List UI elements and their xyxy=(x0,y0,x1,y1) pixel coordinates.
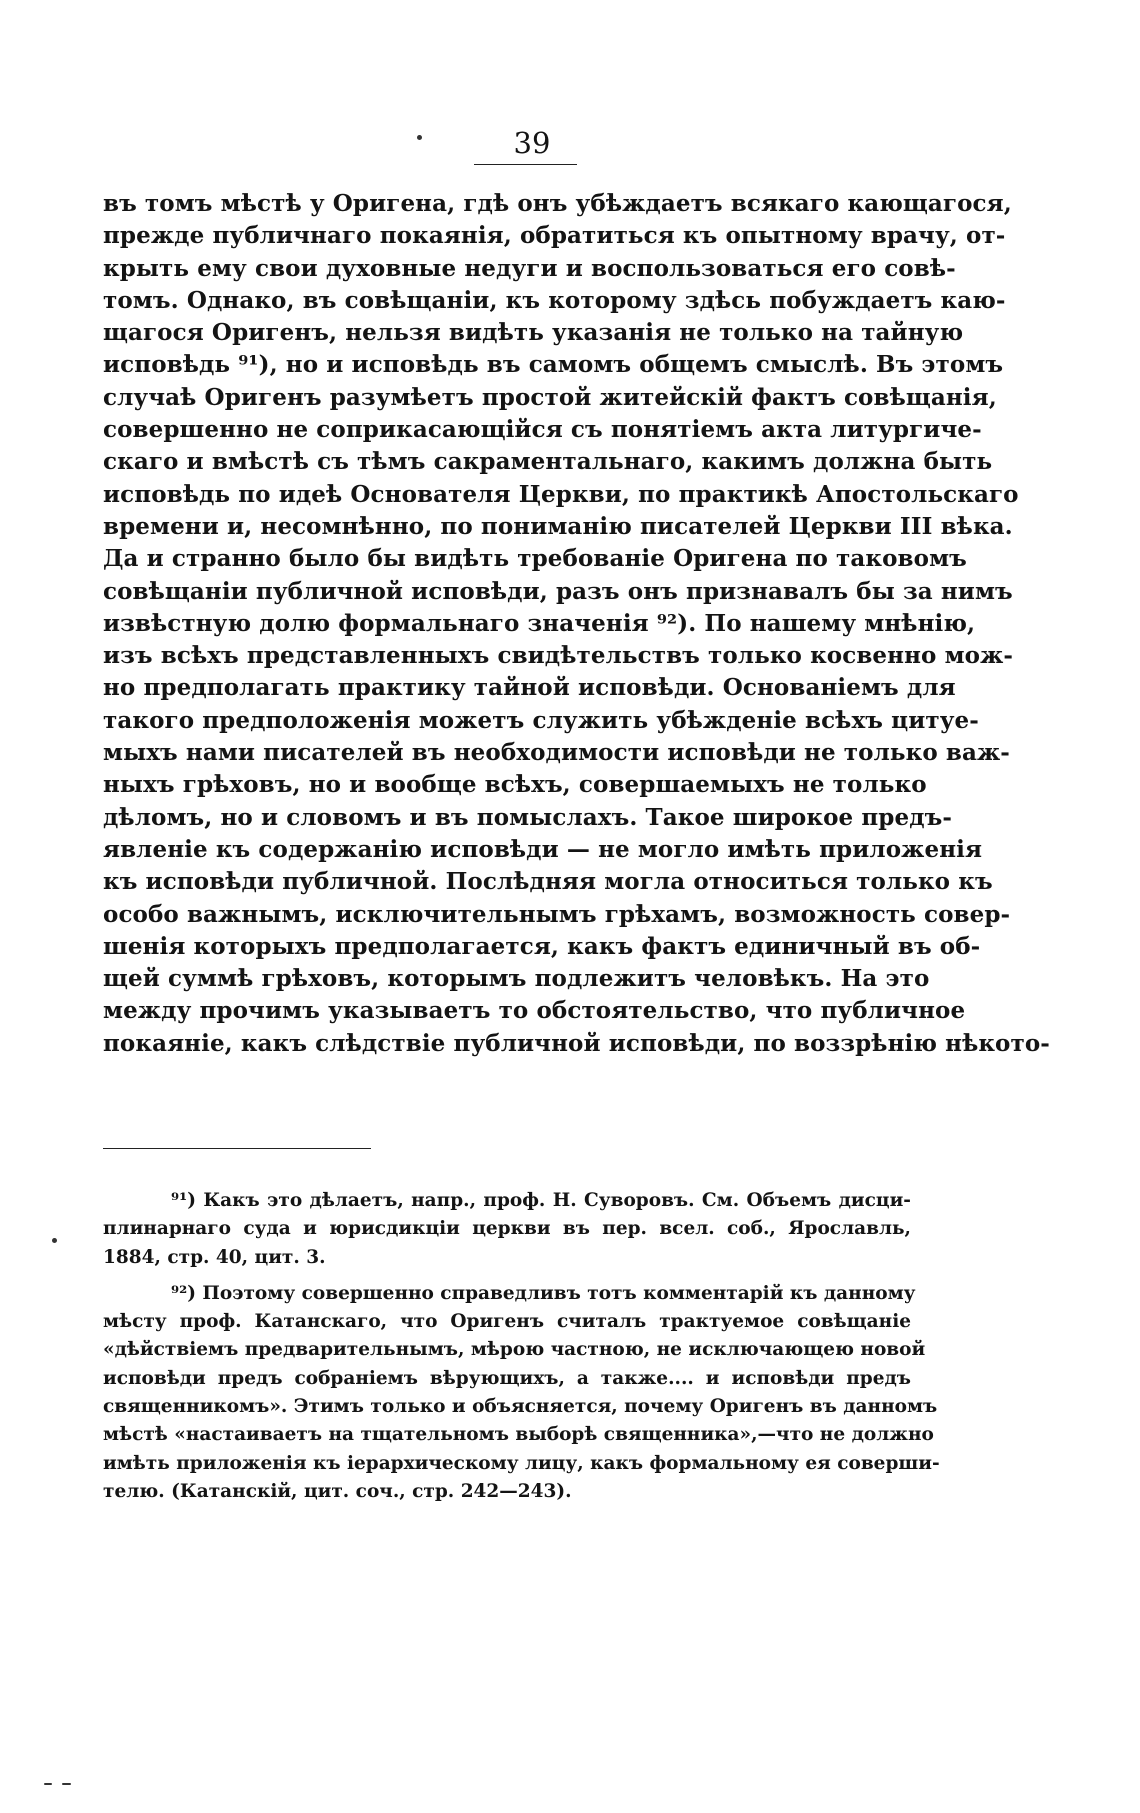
footnote-line: священникомъ». Этимъ только и объясняется, почему Оригенъ въ данномъ xyxy=(103,1396,938,1418)
text-line: щей суммѣ грѣховъ, которымъ подлежитъ человѣкъ. На это xyxy=(103,965,930,993)
text-line: ныхъ грѣховъ, но и вообще всѣхъ, совершаемыхъ не только xyxy=(103,771,927,799)
text-line: извѣстную долю формальнаго значенія ⁹²). По нашему мнѣнію, xyxy=(103,609,976,637)
text-line: дѣломъ, но и словомъ и въ помыслахъ. Такое широкое предъ- xyxy=(103,803,953,831)
text-line: въ томъ мѣстѣ у Оригена, гдѣ онъ убѣждаетъ всякаго кающагося, xyxy=(103,190,1012,217)
ink-speck xyxy=(52,1238,57,1243)
text-line: крыть ему свои духовные недуги и воспользоваться его совѣ- xyxy=(103,254,956,282)
text-line: мыхъ нами писателей въ необходимости исповѣди не только важ- xyxy=(103,739,1010,767)
ink-speck xyxy=(44,1783,52,1785)
text-line: скаго и вмѣстѣ съ тѣмъ сакраментальнаго, какимъ должна быть xyxy=(103,448,993,476)
footnote-line: ⁹²) Поэтому совершенно справедливъ тотъ комментарій къ данному xyxy=(171,1282,916,1304)
text-line: прежде публичнаго покаянія, обратиться къ опытному врачу, от- xyxy=(103,222,1006,250)
text-line: случаѣ Оригенъ разумѣетъ простой житейскій фактъ совѣщанія, xyxy=(103,383,997,411)
text-line: но предполагать практику тайной исповѣди. Основаніемъ для xyxy=(103,674,956,702)
footnote-line: «дѣйствіемъ предварительнымъ, мѣрою частною, не исключающею новой xyxy=(103,1339,926,1361)
footnote-line: мѣсту проф. Катанскаго, что Оригенъ считалъ трактуемое совѣщаніе xyxy=(103,1311,911,1333)
text-line: покаяніе, какъ слѣдствіе публичной исповѣди, по воззрѣнію нѣкото- xyxy=(103,1029,1050,1057)
footnote-line: исповѣди предъ собраніемъ вѣрующихъ, а также.... и исповѣди предъ xyxy=(103,1367,911,1389)
ink-speck xyxy=(62,1783,71,1785)
text-line: исповѣдь по идеѣ Основателя Церкви, по практикѣ Апостольскаго xyxy=(103,480,1019,508)
footnote-separator xyxy=(103,1148,371,1149)
footnotes xyxy=(103,1187,940,1506)
text-line: томъ. Однако, въ совѣщаніи, къ которому здѣсь побуждаетъ каю- xyxy=(103,286,1006,314)
footnote-line: имѣть приложенія къ іерархическому лицу, какъ формальному ея соверши- xyxy=(103,1452,940,1474)
text-line: особо важнымъ, исключительнымъ грѣхамъ, возможность совер- xyxy=(103,900,1011,928)
text-line: явленіе къ содержанію исповѣди — не могло имѣть приложенія xyxy=(103,835,983,863)
ink-speck xyxy=(417,135,422,140)
text-line: исповѣдь ⁹¹), но и исповѣдь въ самомъ общемъ смыслѣ. Въ этомъ xyxy=(103,351,1004,379)
text-line: щагося Оригенъ, нельзя видѣть указанія не только на тайную xyxy=(103,319,964,347)
footnote-91 xyxy=(103,1187,911,1272)
page-number-underline xyxy=(474,164,577,165)
text-line: времени и, несомнѣнно, по пониманію писателей Церкви III вѣка. xyxy=(103,512,1013,540)
footnote-line: ⁹¹) Какъ это дѣлаетъ, напр., проф. Н. Суворовъ. См. Объемъ дисци- xyxy=(171,1190,911,1211)
text-line: къ исповѣди публичной. Послѣдняя могла относиться только къ xyxy=(103,868,993,896)
text-line: изъ всѣхъ представленныхъ свидѣтельствъ только косвенно мож- xyxy=(103,642,1014,670)
text-line: шенія которыхъ предполагается, какъ фактъ единичный въ об- xyxy=(103,932,981,960)
footnote-line: 1884, стр. 40, цит. 3. xyxy=(103,1246,326,1268)
footnote-line: мѣстѣ «настаиваетъ на тщательномъ выборѣ священника»,—что не должно xyxy=(103,1424,934,1446)
footnote-line: плинарнаго суда и юрисдикціи церкви въ пер. всел. соб., Ярославль, xyxy=(103,1218,911,1240)
text-line: совершенно не соприкасающійся съ понятіемъ акта литургиче- xyxy=(103,416,982,444)
text-line: такого предположенія можетъ служить убѣжденіе всѣхъ цитуе- xyxy=(103,706,979,734)
text-line: между прочимъ указываетъ то обстоятельство, что публичное xyxy=(103,997,966,1025)
main-text xyxy=(103,188,1050,1060)
text-line: совѣщаніи публичной исповѣди, разъ онъ признавалъ бы за нимъ xyxy=(103,577,1013,605)
footnote-92 xyxy=(103,1280,940,1506)
page-number: 39 xyxy=(513,126,551,160)
text-line: Да и странно было бы видѣть требованіе Оригена по таковомъ xyxy=(103,545,967,573)
footnote-line: телю. (Катанскій, цит. соч., стр. 242—243). xyxy=(103,1480,572,1502)
